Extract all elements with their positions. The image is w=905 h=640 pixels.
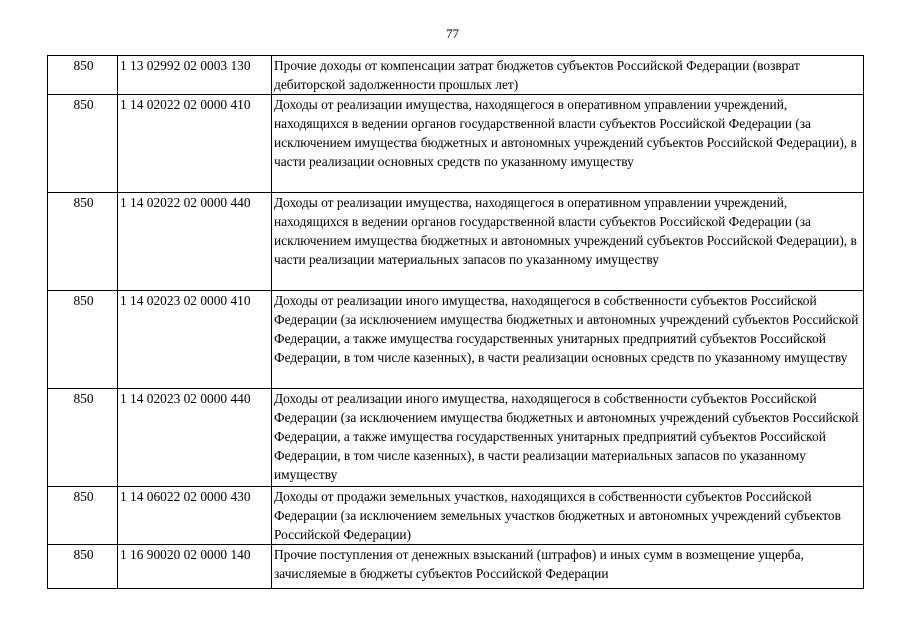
admin-code-cell: 850	[48, 193, 118, 291]
table-row	[48, 545, 864, 589]
page-number: 77	[446, 26, 459, 41]
table-row	[48, 487, 864, 545]
admin-code-cell: 850	[48, 95, 118, 193]
admin-code-cell: 850	[48, 291, 118, 389]
table-row	[48, 95, 864, 193]
admin-code-cell: 850	[48, 56, 118, 95]
budget-classification-code-cell: 1 14 02022 02 0000 410	[118, 95, 272, 193]
budget-classification-code-cell: 1 16 90020 02 0000 140	[118, 545, 272, 589]
budget-classification-code-cell: 1 14 02023 02 0000 410	[118, 291, 272, 389]
income-name-cell: Доходы от продажи земельных участков, находящихся в собственности субъектов Российской Федерации (за исключением земельных участков бюджетных и автономных учреждений субъектов Российской Федерации)	[272, 487, 864, 545]
table-row	[48, 389, 864, 487]
admin-code-cell: 850	[48, 487, 118, 545]
table-row	[48, 56, 864, 95]
budget-income-table	[47, 55, 864, 589]
income-name-cell: Доходы от реализации имущества, находящегося в оперативном управлении учреждений, находящихся в ведении органов государственной власти субъектов Российской Федерации (за исключением имущества бюджетных и автономных учреждений субъектов Российской Федерации), в части реализации основных средств по указанному имуществу	[272, 95, 864, 193]
income-name-cell: Доходы от реализации имущества, находящегося в оперативном управлении учреждений, находящихся в ведении органов государственной власти субъектов Российской Федерации (за исключением имущества бюджетных и автономных учреждений субъектов Российской Федерации), в части реализации материальных запасов по указанному имуществу	[272, 193, 864, 291]
income-name-cell: Доходы от реализации иного имущества, находящегося в собственности субъектов Российской Федерации (за исключением имущества бюджетных и автономных учреждений субъектов Российской Федерации, а также имущества государственных унитарных предприятий субъектов Российской Федерации, в том числе казенных), в части реализации основных средств по указанному имуществу	[272, 291, 864, 389]
budget-classification-code-cell: 1 13 02992 02 0003 130	[118, 56, 272, 95]
table-row	[48, 291, 864, 389]
income-name-cell: Доходы от реализации иного имущества, находящегося в собственности субъектов Российской Федерации (за исключением имущества бюджетных и автономных учреждений субъектов Российской Федерации, а также имущества государственных унитарных предприятий субъектов Российской Федерации, в том числе казенных), в части реализации материальных запасов по указанному имуществу	[272, 389, 864, 487]
income-name-cell: Прочие поступления от денежных взысканий (штрафов) и иных сумм в возмещение ущерба, зачисляемые в бюджеты субъектов Российской Федерации	[272, 545, 864, 589]
table-row	[48, 193, 864, 291]
admin-code-cell: 850	[48, 389, 118, 487]
budget-classification-code-cell: 1 14 06022 02 0000 430	[118, 487, 272, 545]
income-name-cell: Прочие доходы от компенсации затрат бюджетов субъектов Российской Федерации (возврат дебиторской задолженности прошлых лет)	[272, 56, 864, 95]
budget-classification-code-cell: 1 14 02023 02 0000 440	[118, 389, 272, 487]
admin-code-cell: 850	[48, 545, 118, 589]
budget-classification-code-cell: 1 14 02022 02 0000 440	[118, 193, 272, 291]
